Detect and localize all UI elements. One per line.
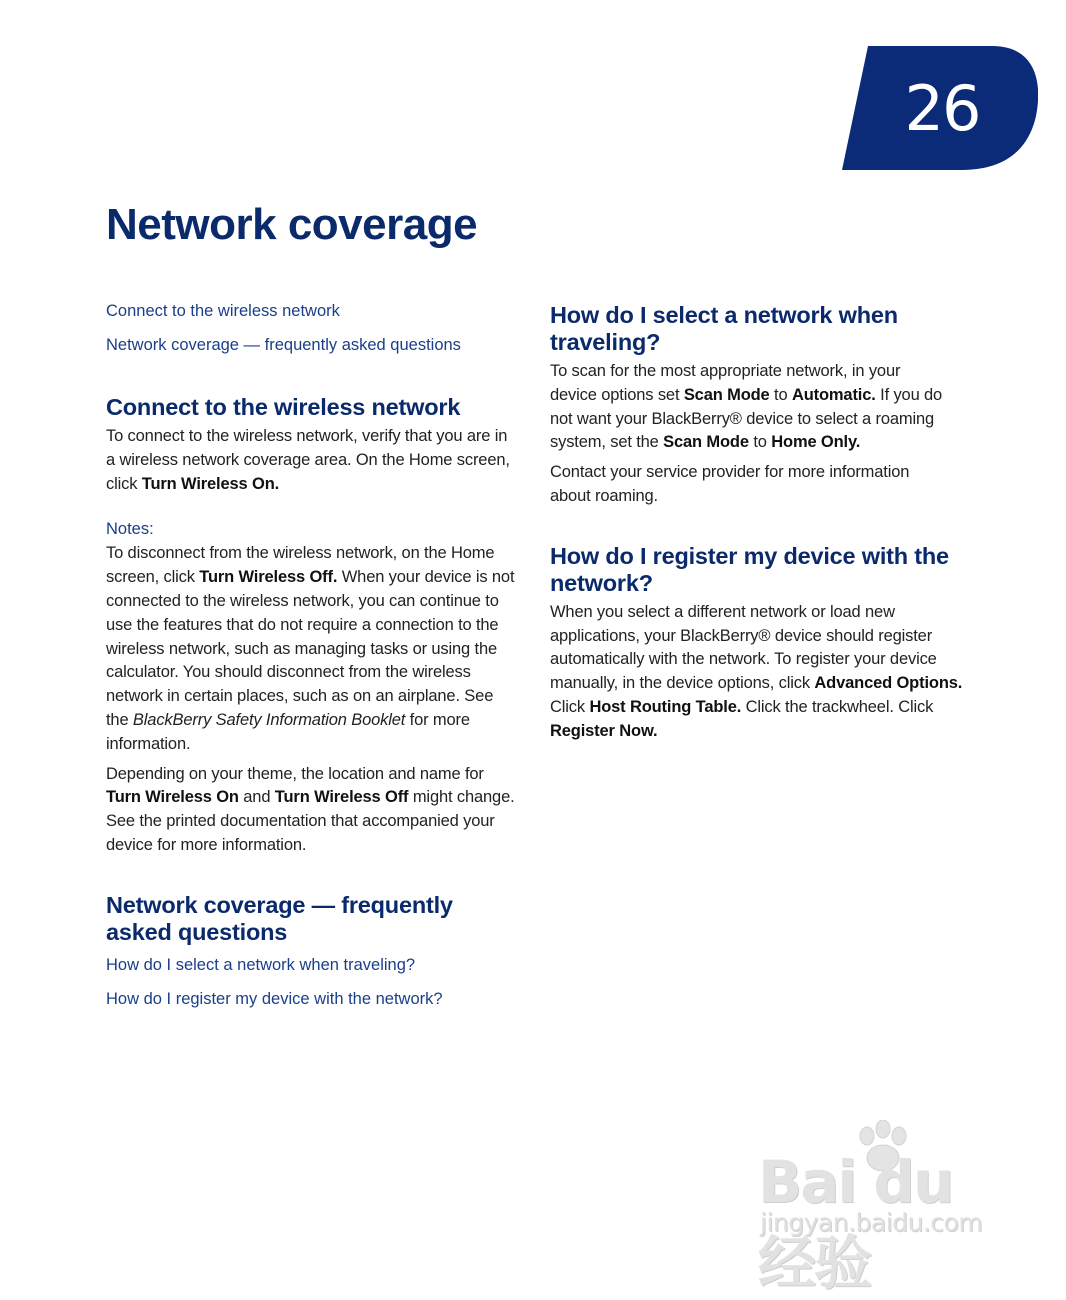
text-run: To scan for the most appropriate network, in your device options set [550,362,901,404]
section-heading-select-network: How do I select a network when traveling? [550,302,898,355]
toc-link-faq[interactable]: Network coverage — frequently asked questions [106,336,461,354]
section-heading-register: How do I register my device with the network? [550,542,949,596]
text-run: To disconnect from the wireless network, on the Home screen, click [106,544,495,587]
ui-term-turn-wireless-off: Turn Wireless Off. [199,568,338,587]
ui-term-host-routing-table: Host Routing Table. [589,697,742,716]
ui-term-turn-wireless-on: Turn Wireless On. [141,474,280,493]
ui-term-scan-mode: Scan Mode [683,385,770,404]
text-run: If you do not want your BlackBerry® device to select a roaming system, set the [550,385,943,452]
select-network-paragraph [550,360,950,455]
roaming-paragraph: Contact your service provider for more information about roaming. [550,463,910,505]
right-column [550,302,970,750]
faq-link-register-device[interactable]: How do I register my device with the network? [106,989,443,1008]
section-connect [106,394,516,858]
section-faq [106,892,466,1010]
chapter-tab [842,46,1038,170]
ui-term-turn-wireless-on: Turn Wireless On [106,788,239,807]
text-run: When your device is not connected to the wireless network, you can continue to use the features that do not require a connection to the wireless network, such as managing tasks or using the calculator. You should disconnect from the wireless network in certain places, such as on an airplane. See the [106,568,515,729]
toc-link-connect[interactable]: Connect to the wireless network [106,302,340,320]
ui-term-register-now: Register Now. [550,721,658,740]
text-run: might change. See the printed documentation that accompanied your device for more information. [106,788,515,854]
notes-paragraph-theme [106,763,516,858]
ui-term-advanced-options: Advanced Options. [814,674,963,693]
section-select-network [550,302,950,509]
chapter-number: 26 [904,71,980,145]
text-run: To connect to the wireless network, verify that you are in a wireless network coverage area. On the Home screen, click [106,427,510,493]
text-run: When you select a different network or load new applications, your BlackBerry® device should register automatically with the network. To register your device manually, in the device options, click [550,602,937,693]
faq-link-select-network[interactable]: How do I select a network when traveling? [106,955,416,974]
notes-label: Notes: [106,520,154,539]
text-run: Depending on your theme, the location and name for [106,764,484,783]
section-heading-faq: Network coverage — frequently asked questions [106,891,453,945]
ui-term-automatic: Automatic. [791,385,876,404]
text-run: Click the trackwheel. Click [741,697,934,716]
watermark-brand: Bai du 经验 [758,1148,953,1297]
notes-paragraph-disconnect [106,542,516,756]
register-paragraph [550,601,970,744]
baidu-watermark [758,1120,1018,1297]
ui-term-home-only: Home Only. [771,433,861,452]
page-title: Network coverage [106,200,478,249]
connect-paragraph [106,425,516,496]
ui-term-scan-mode: Scan Mode [663,433,749,452]
text-run: for more information. [106,710,470,753]
text-run: to [748,433,772,452]
text-run: Click [550,697,590,716]
text-run: and [238,788,275,807]
watermark-url: jingyan.baidu.com [760,1208,983,1237]
text-run: to [769,385,792,404]
booklet-title: BlackBerry Safety Information Booklet [132,710,406,729]
left-column [106,300,516,1022]
section-register [550,543,970,744]
section-heading-connect: Connect to the wireless network [106,394,461,420]
ui-term-turn-wireless-off: Turn Wireless Off [274,788,409,807]
